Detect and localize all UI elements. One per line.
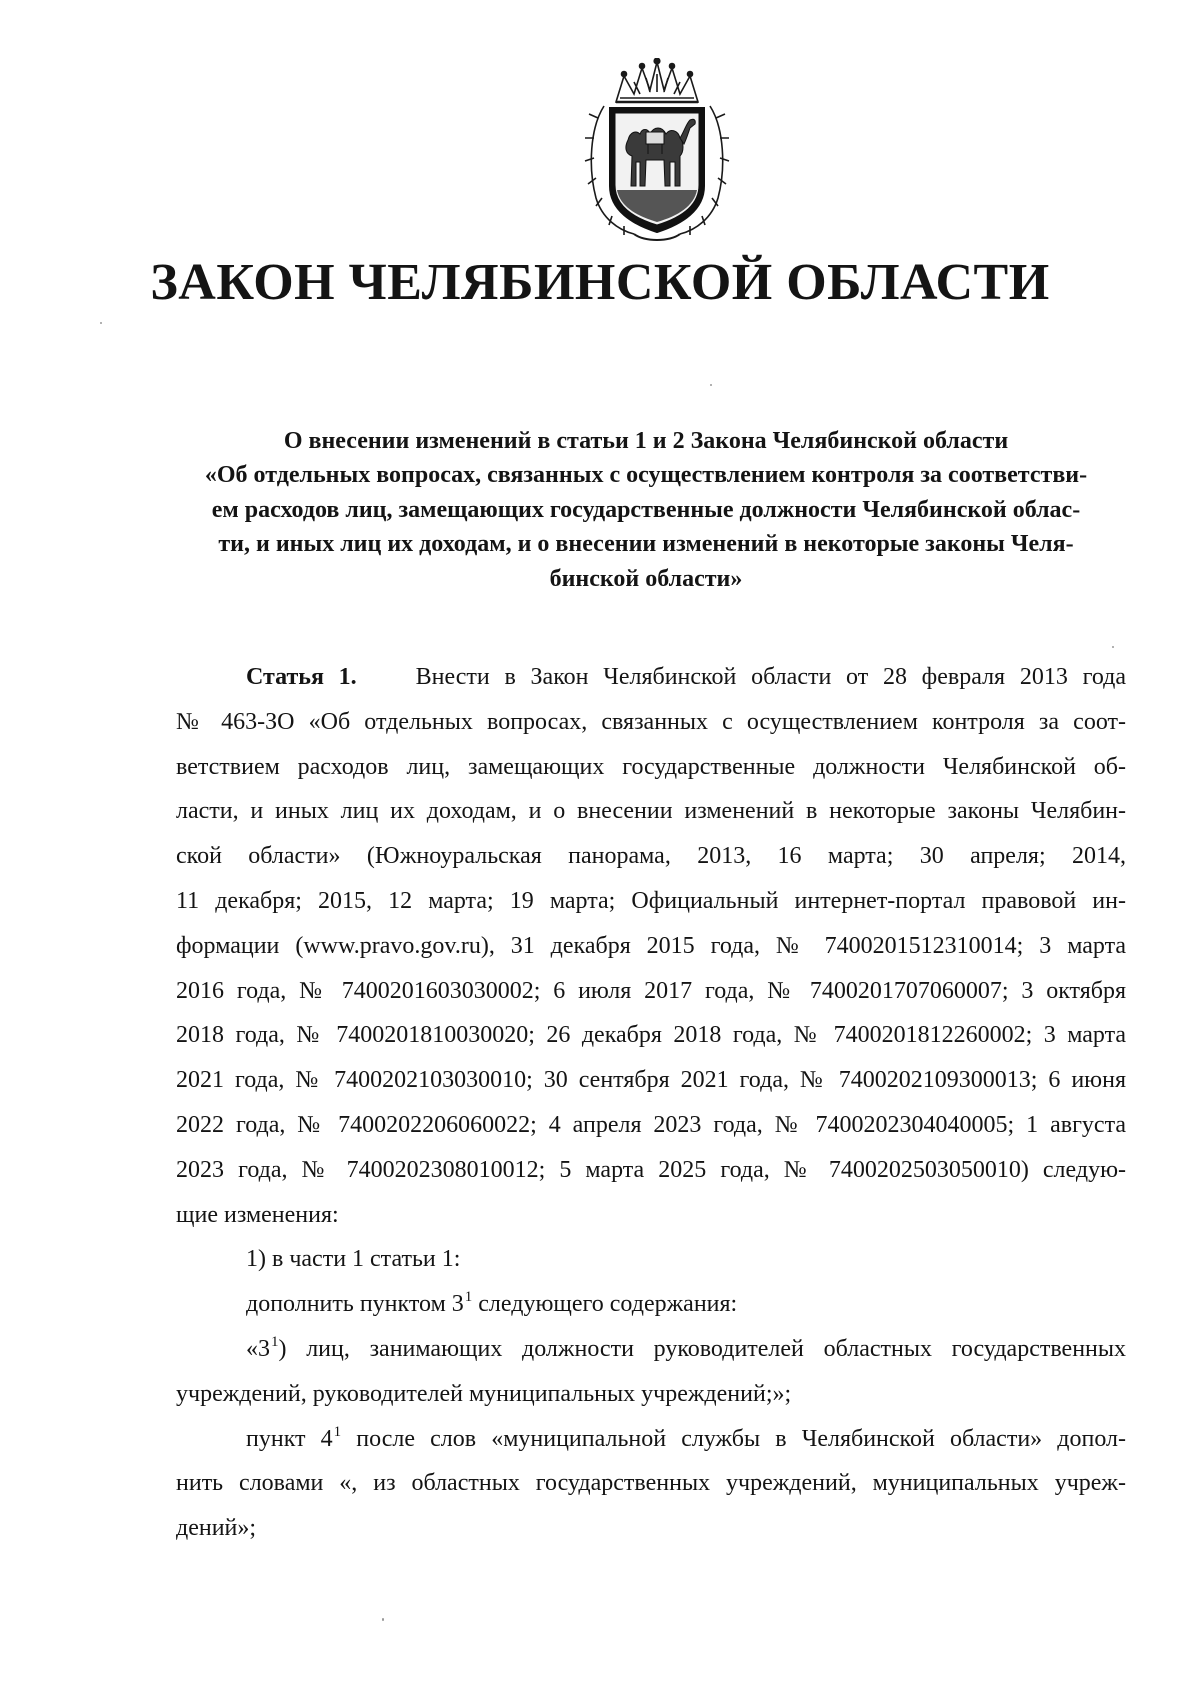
article-1-line: ласти, и иных лиц их доходам, и о внесении изменений в некоторые законы Челябин- [176,798,1126,825]
article-1-label: Статья 1. [246,664,357,690]
point-line-2: нить словами «, из областных государственных учреждений, муниципальных учреж- [176,1470,1126,1497]
add-point-suffix: следующего содержания: [472,1291,738,1318]
quote-rest: ) лиц, занимающих должности руководителей областных государственных [278,1335,1126,1362]
article-1-line: ветствием расходов лиц, замещающих государственные должности Челябинской об- [176,753,1126,780]
law-title: ЗАКОН ЧЕЛЯБИНСКОЙ ОБЛАСТИ [150,254,1050,311]
point-line [176,1417,1126,1462]
superscript: 1 [271,1333,279,1350]
scan-speck [1112,646,1114,648]
add-point-prefix: дополнить пунктом 3 [246,1291,464,1318]
subtitle-line: бинской области» [549,565,743,592]
article-1-line: 2021 года, № 7400202103030010; 30 сентября 2021 года, № 7400202109300013; 6 июня [176,1067,1126,1094]
article-1-line: № 463-ЗО «Об отдельных вопросах, связанных с осуществлением контроля за соот- [176,708,1126,735]
article-1-line: ской области» (Южноуральская панорама, 2013, 16 марта; 30 апреля; 2014, [176,843,1126,870]
coat-of-arms-emblem [584,58,730,243]
quote-line-2: учреждений, руководителей муниципальных учреждений;»; [176,1380,792,1407]
article-1-intro: Внести в Закон Челябинской области от 28 февраля 2013 года [415,664,1126,690]
quote-line [176,1327,1126,1372]
article-1-text [176,655,1126,1551]
point-prefix: пункт 4 [246,1425,333,1452]
article-1-line: 2022 года, № 7400202206060022; 4 апреля 2023 года, № 7400202304040005; 1 августа [176,1111,1126,1138]
scan-speck [100,322,102,324]
superscript: 1 [333,1423,342,1440]
subtitle-line: «Об отдельных вопросах, связанных с осуществлением контроля за соответстви- [204,462,1088,489]
article-1-first-line [176,655,1126,700]
point-line-3: дений»; [176,1515,257,1542]
article-1-line: 11 декабря; 2015, 12 марта; 19 марта; Официальный интернет-портал правовой ин- [176,887,1126,914]
article-1-last-line: щие изменения: [176,1201,339,1228]
article-1-line: 2023 года, № 7400202308010012; 5 марта 2025 года, № 7400202503050010) следую- [176,1156,1126,1183]
subtitle-line: ем расходов лиц, замещающих государственные должности Челябинской облас- [211,496,1081,523]
subtitle-line: О внесении изменений в статьи 1 и 2 Закона Челябинской области [283,428,1009,454]
add-point-line [176,1282,1126,1327]
article-1-line: формации (www.pravo.gov.ru), 31 декабря 2015 года, № 7400201512310014; 3 марта [176,932,1126,959]
article-1-line: 2016 года, № 7400201603030002; 6 июля 2017 года, № 7400201707060007; 3 октября [176,977,1126,1004]
subtitle-line: ти, и иных лиц их доходам, и о внесении изменений в некоторые законы Челя- [218,531,1074,558]
superscript: 1 [464,1289,473,1306]
law-subtitle [170,424,1122,596]
scan-speck [710,384,712,386]
article-1-line: 2018 года, № 7400201810030020; 26 декабря 2018 года, № 7400201812260002; 3 марта [176,1022,1126,1049]
point-rest: после слов «муниципальной службы в Челябинской области» допол- [341,1425,1126,1452]
item-1-heading: 1) в части 1 статьи 1: [246,1246,461,1273]
scan-speck [382,1618,384,1621]
quote-prefix: «3 [246,1335,270,1362]
